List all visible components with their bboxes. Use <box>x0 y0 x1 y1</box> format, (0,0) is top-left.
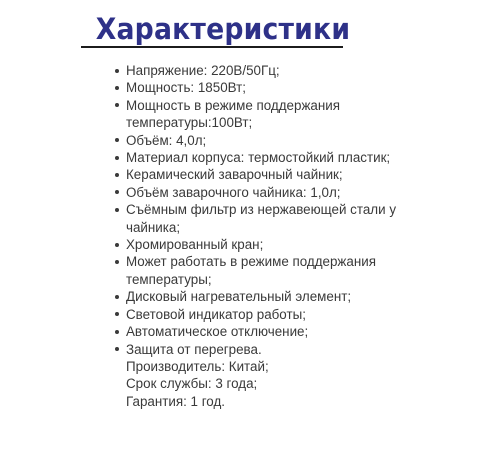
title-underline <box>81 46 343 48</box>
spec-list-item: Материал корпуса: термостойкий пластик; <box>112 149 412 166</box>
spec-list-item: Мощность: 1850Вт; <box>112 79 412 96</box>
spec-list-item: Дисковый нагревательный элемент; <box>112 288 412 305</box>
spec-list-item: Защита от перегрева. <box>112 341 412 358</box>
spec-list-item: Мощность в режиме поддержания температуры:100Вт; <box>112 97 412 132</box>
spec-list-item: Керамический заварочный чайник; <box>112 166 412 183</box>
spec-list-item: Напряжение: 220В/50Гц; <box>112 62 412 79</box>
spec-list-item: Световой индикатор работы; <box>112 306 412 323</box>
spec-list-item: Гарантия: 1 год. <box>126 393 225 409</box>
spec-list-item: Объём заварочного чайника: 1,0л; <box>112 184 412 201</box>
spec-list-item: Автоматическое отключение; <box>112 323 412 340</box>
spec-list-item: Съёмным фильтр из нержавеющей стали у чайника; <box>112 201 412 236</box>
specifications-list <box>112 62 412 410</box>
spec-list-item: Хромированный кран; <box>112 236 412 253</box>
spec-list-item: Может работать в режиме поддержания температуры; <box>112 253 412 288</box>
spec-list-item: Объём: 4,0л; <box>112 132 412 149</box>
spec-list-item: Срок службы: 3 года; <box>126 376 258 392</box>
spec-list-item: Производитель: Китай; <box>126 358 269 374</box>
section-header <box>81 8 374 50</box>
page-title: Характеристики <box>95 12 351 46</box>
